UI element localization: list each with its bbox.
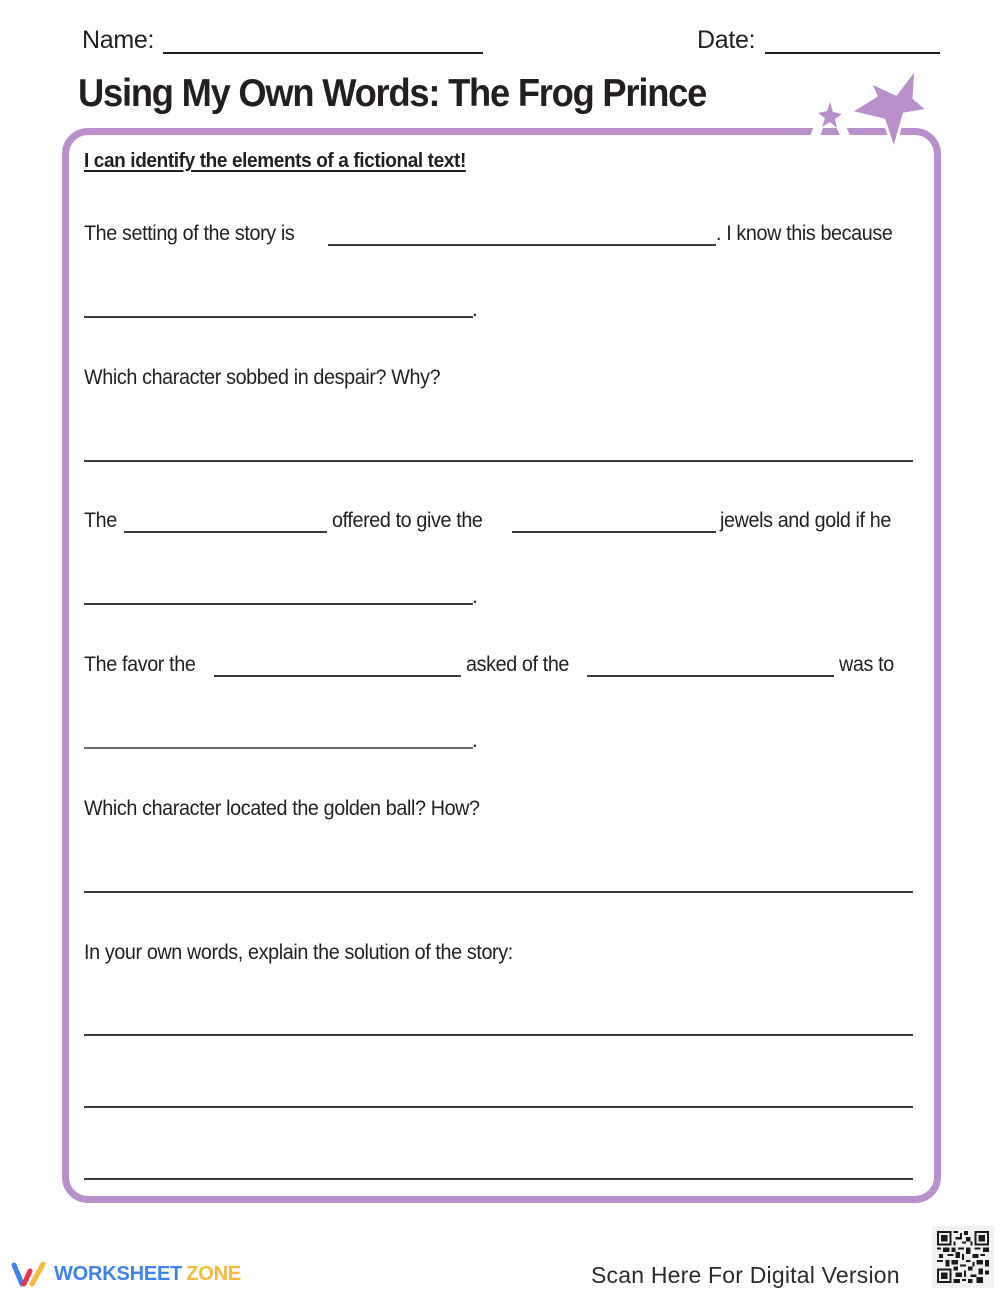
name-field[interactable]: [163, 52, 483, 54]
logo-text-zone: ZONE: [186, 1262, 241, 1285]
q3-blank-3[interactable]: [84, 603, 473, 605]
q3-text-part2: offered to give the: [332, 509, 483, 532]
star-decoration-icon: [810, 60, 950, 160]
q3-blank-2[interactable]: [512, 531, 716, 533]
q6-answer-line-3[interactable]: [84, 1178, 913, 1180]
name-label: Name:: [82, 26, 155, 54]
q4-blank-2[interactable]: [587, 675, 834, 677]
learning-objective: I can identify the elements of a fictional text!: [84, 150, 466, 172]
q3-blank-1[interactable]: [124, 531, 327, 533]
q4-blank-1[interactable]: [214, 675, 461, 677]
date-label: Date:: [697, 26, 756, 54]
qr-code-icon: [937, 1231, 989, 1283]
q5-text: Which character located the golden ball? How?: [84, 797, 480, 820]
q3-text-part1: The: [84, 509, 117, 532]
q6-answer-line-2[interactable]: [84, 1106, 913, 1108]
q6-answer-line-1[interactable]: [84, 1034, 913, 1036]
q4-text-part1: The favor the: [84, 653, 196, 676]
q4-blank-3[interactable]: [84, 747, 473, 749]
q3-period: .: [472, 585, 478, 608]
q5-answer-line[interactable]: [84, 891, 913, 893]
worksheetzone-logo-icon: [10, 1260, 48, 1288]
q6-text: In your own words, explain the solution of the story:: [84, 941, 513, 964]
q3-text-part3: jewels and gold if he: [720, 509, 891, 532]
q1-setting-blank[interactable]: [328, 244, 716, 246]
q4-period: .: [472, 729, 478, 752]
q1-period: .: [472, 298, 478, 321]
scan-instruction: Scan Here For Digital Version: [591, 1262, 900, 1288]
worksheetzone-logo[interactable]: [10, 1260, 241, 1288]
qr-code[interactable]: [932, 1226, 994, 1288]
logo-text-worksheet: WORKSHEET: [54, 1262, 183, 1285]
q4-text-part2: asked of the: [466, 653, 570, 676]
q2-answer-line[interactable]: [84, 460, 913, 462]
page-title: Using My Own Words: The Frog Prince: [78, 72, 707, 115]
q1-text-part1: The setting of the story is: [84, 222, 295, 245]
q1-reason-blank[interactable]: [84, 316, 473, 318]
q4-text-part3: was to: [839, 653, 894, 676]
date-field[interactable]: [765, 52, 940, 54]
q1-text-part2: . I know this because: [716, 222, 893, 245]
q2-text: Which character sobbed in despair? Why?: [84, 366, 441, 389]
